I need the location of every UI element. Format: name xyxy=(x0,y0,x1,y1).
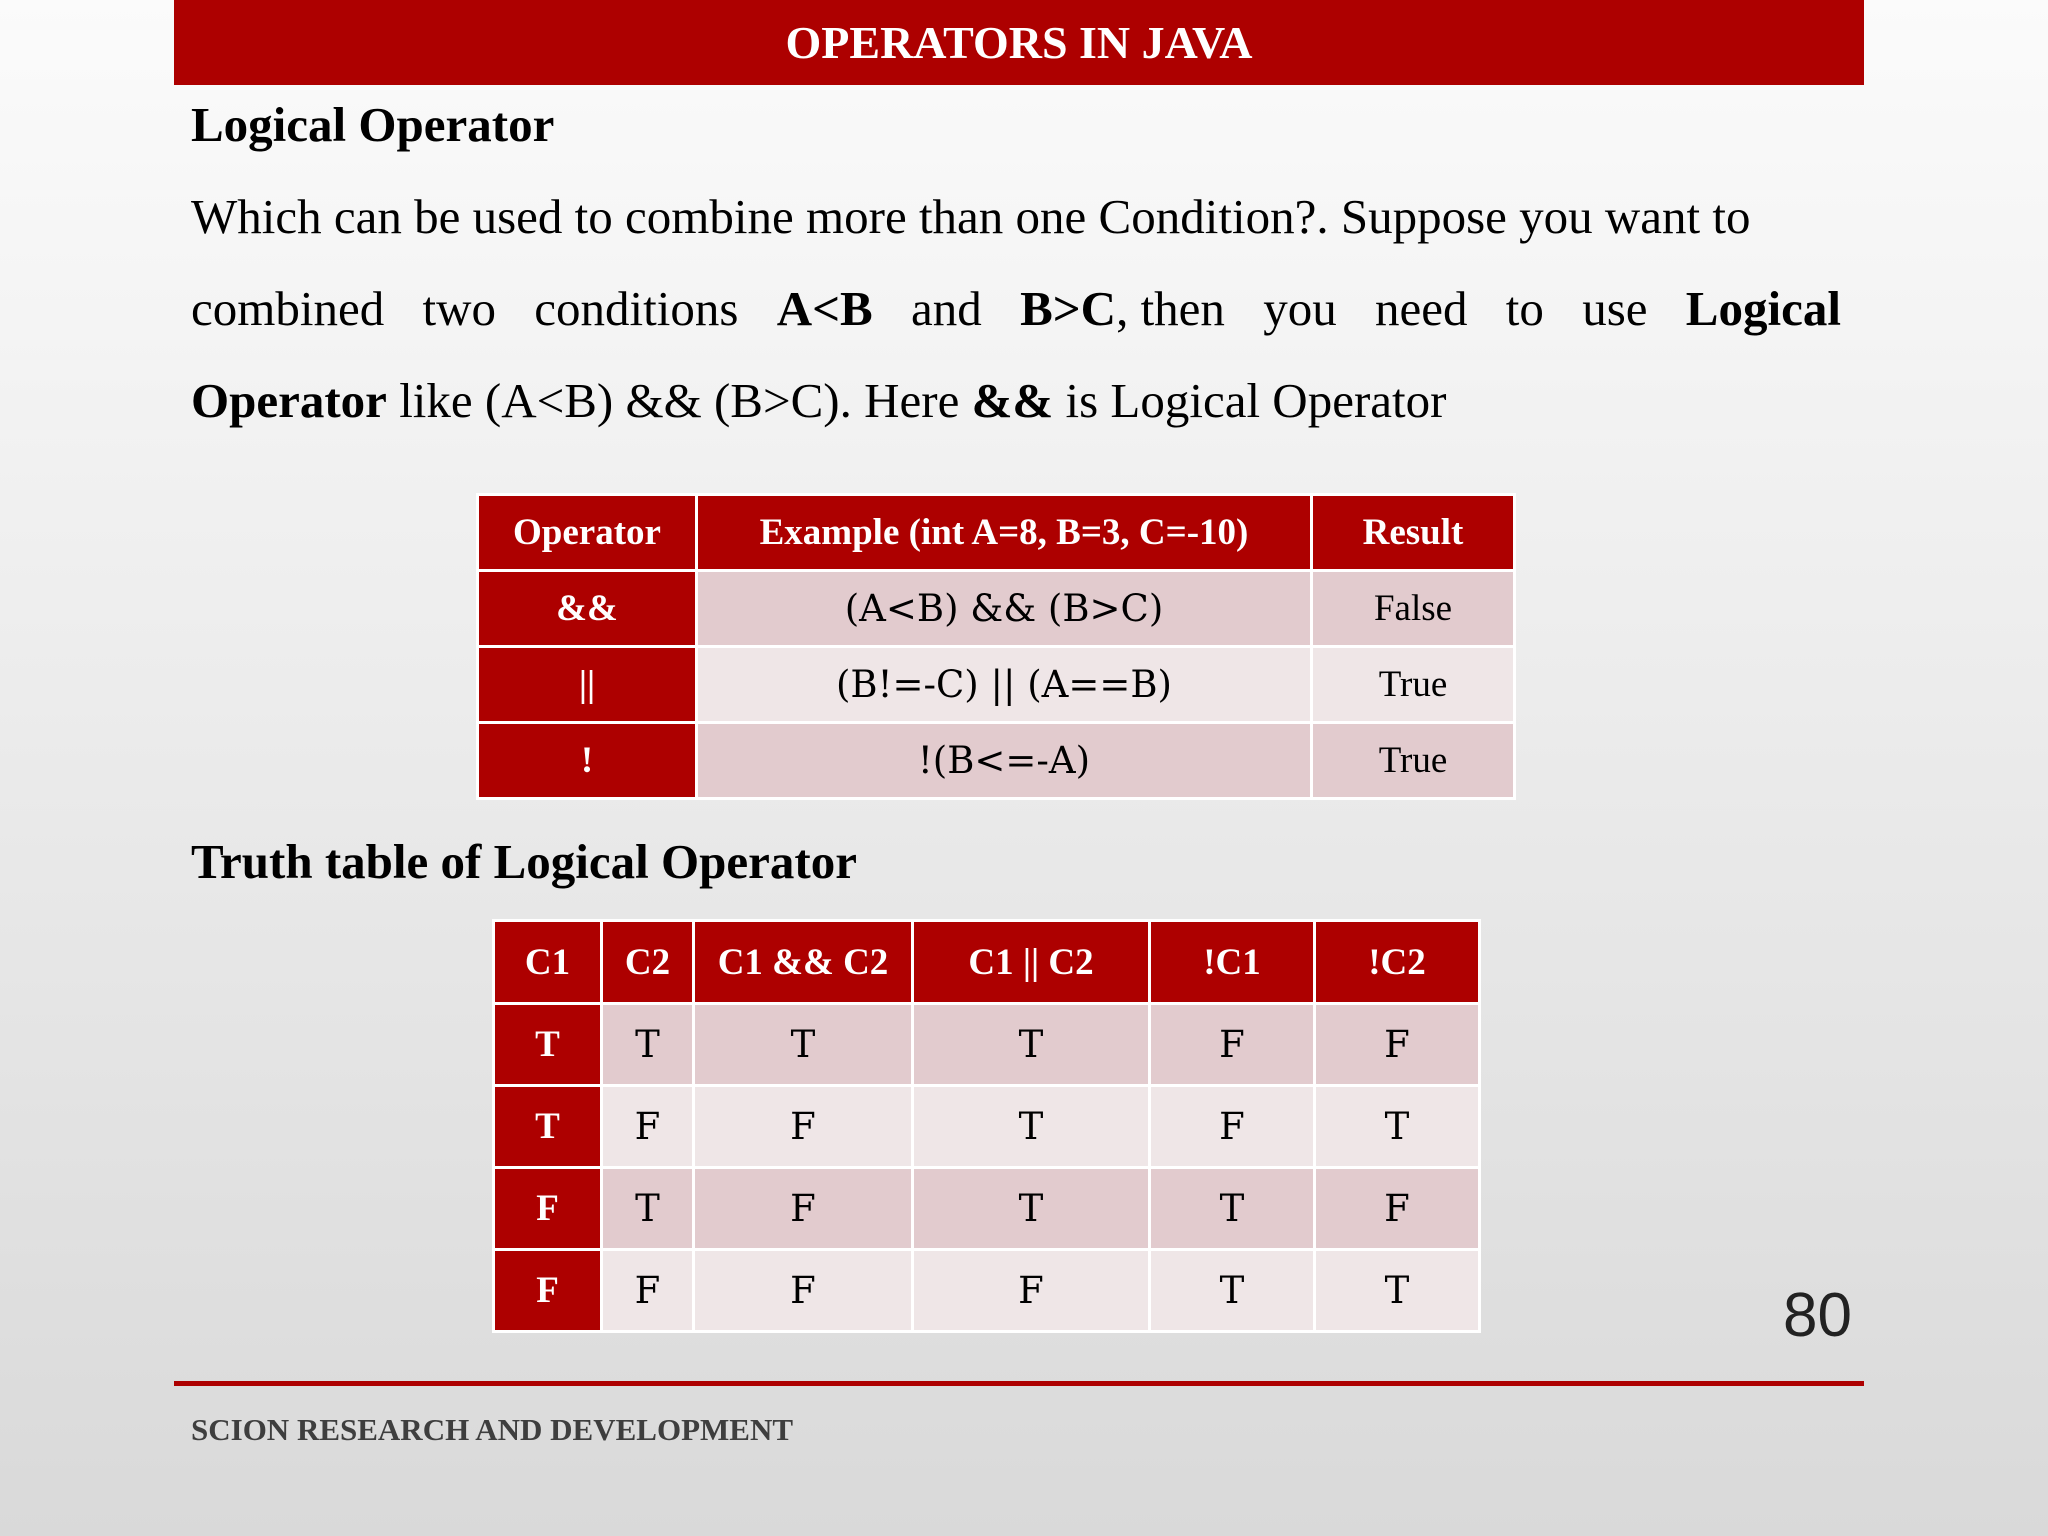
table-cell: T xyxy=(602,1168,694,1250)
table-cell: F xyxy=(1150,1086,1315,1168)
word: to xyxy=(1505,281,1544,336)
table-row xyxy=(478,571,1515,647)
table-cell: True xyxy=(1312,723,1515,799)
table-row xyxy=(494,1168,1480,1250)
slide-title-bar xyxy=(174,0,1864,85)
table-row xyxy=(494,1086,1480,1168)
table-row xyxy=(478,723,1515,799)
footer-text: SCION RESEARCH AND DEVELOPMENT xyxy=(191,1412,794,1447)
table-cell: T xyxy=(694,1004,913,1086)
table-row xyxy=(478,647,1515,723)
table-cell: T xyxy=(913,1086,1150,1168)
header-cell: !C1 xyxy=(1150,921,1315,1004)
table-cell: F xyxy=(1150,1004,1315,1086)
word: conditions xyxy=(534,281,739,336)
header-cell: Example (int A=8, B=3, C=-10) xyxy=(697,495,1312,571)
word: you xyxy=(1263,281,1337,336)
table-cell: F xyxy=(694,1086,913,1168)
table-cell: || xyxy=(478,647,697,723)
table-cell: F xyxy=(1315,1168,1480,1250)
table-cell: (A<B) && (B>C) xyxy=(697,571,1312,647)
table-row xyxy=(494,1004,1480,1086)
word-bold: Logical xyxy=(1685,281,1841,336)
table-cell: T xyxy=(602,1004,694,1086)
table-cell: T xyxy=(913,1004,1150,1086)
word-bold: Operator xyxy=(191,373,387,428)
footer-divider xyxy=(174,1381,1864,1386)
section-heading-logical-operator: Logical Operator xyxy=(191,97,555,152)
header-cell: !C2 xyxy=(1315,921,1480,1004)
word-bold: A<B xyxy=(776,281,873,336)
header-cell: C1 xyxy=(494,921,602,1004)
table-cell: F xyxy=(694,1168,913,1250)
table-cell: ! xyxy=(478,723,697,799)
word: need xyxy=(1375,281,1468,336)
slide-title: OPERATORS IN JAVA xyxy=(785,17,1253,68)
table-header-row xyxy=(478,495,1515,571)
table-cell: F xyxy=(913,1250,1150,1332)
word-bold: B>C xyxy=(1020,281,1117,336)
table-cell: F xyxy=(494,1168,602,1250)
table-cell: False xyxy=(1312,571,1515,647)
table-cell: F xyxy=(494,1250,602,1332)
table-cell: T xyxy=(494,1004,602,1086)
word: combined xyxy=(191,281,385,336)
table-cell: T xyxy=(1315,1086,1480,1168)
word-group xyxy=(1020,280,1225,337)
header-cell: C1 && C2 xyxy=(694,921,913,1004)
table-cell: && xyxy=(478,571,697,647)
paragraph-line-3 xyxy=(191,372,1841,429)
header-cell: C2 xyxy=(602,921,694,1004)
paragraph-line-2 xyxy=(191,280,1841,337)
paragraph-line-1: Which can be used to combine more than one Condition?. Suppose you want to xyxy=(191,189,1751,244)
table-header-row xyxy=(494,921,1480,1004)
table-cell: F xyxy=(602,1086,694,1168)
table-cell: (B!=-C) || (A==B) xyxy=(697,647,1312,723)
table-cell: F xyxy=(1315,1004,1480,1086)
truth-table xyxy=(492,919,1481,1333)
section-heading-truth-table: Truth table of Logical Operator xyxy=(191,834,857,889)
header-cell: Operator xyxy=(478,495,697,571)
table-cell: T xyxy=(494,1086,602,1168)
header-cell: C1 || C2 xyxy=(913,921,1150,1004)
operators-table xyxy=(476,493,1516,800)
table-cell: !(B<=-A) xyxy=(697,723,1312,799)
word: and xyxy=(911,281,982,336)
word-bold: && xyxy=(971,373,1054,428)
word: , then xyxy=(1116,281,1225,336)
table-row xyxy=(494,1250,1480,1332)
table-cell: F xyxy=(694,1250,913,1332)
table-cell: T xyxy=(1315,1250,1480,1332)
table-cell: T xyxy=(913,1168,1150,1250)
header-cell: Result xyxy=(1312,495,1515,571)
text: is Logical Operator xyxy=(1053,373,1447,428)
table-cell: T xyxy=(1150,1250,1315,1332)
table-cell: T xyxy=(1150,1168,1315,1250)
word: two xyxy=(422,281,497,336)
table-cell: F xyxy=(602,1250,694,1332)
text: like (A<B) && (B>C). Here xyxy=(386,373,972,428)
table-cell: True xyxy=(1312,647,1515,723)
word: use xyxy=(1582,281,1648,336)
page-number: 80 xyxy=(1783,1281,1852,1350)
